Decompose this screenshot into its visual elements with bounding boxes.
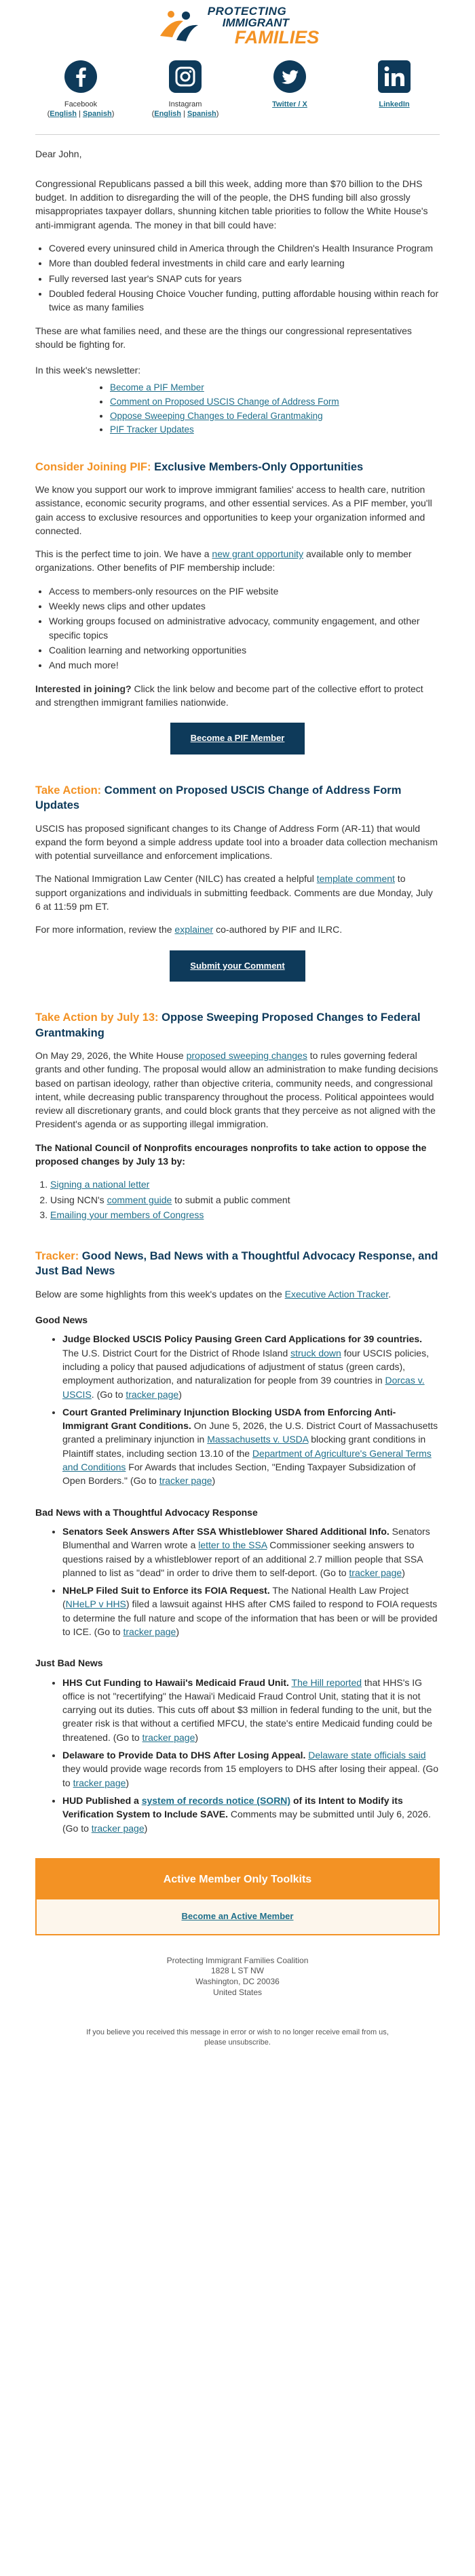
list-item <box>62 1794 440 1835</box>
mixed-news-list <box>35 1525 440 1638</box>
list-item: • Covered every uninsured child in America through the Children's Health Insurance Program <box>49 241 440 255</box>
bad-news-title: Just Bad News <box>35 1657 103 1669</box>
item-text: Comments may be submitted until July 6, 2026. (Go to <box>62 1809 431 1834</box>
footer-address <box>0 1956 475 1998</box>
item-text: ) <box>178 1388 182 1400</box>
tracker-intro: Below are some highlights from this week's updates on the Executive Action Tracker. <box>35 1288 392 1300</box>
list-item <box>110 423 440 437</box>
item-headline: Senators Seek Answers After SSA Whistleblower Shared Additional Info. <box>62 1525 390 1537</box>
facebook-icon[interactable] <box>64 60 97 93</box>
become-active-member-link[interactable]: Become an Active Member <box>181 1911 294 1922</box>
item-headline: Court Granted Preliminary Injunction Blocking USDA from Enforcing Anti-Immigrant Grant Conditions. <box>62 1406 396 1432</box>
proposed-changes-link[interactable]: proposed sweeping changes <box>186 1049 307 1061</box>
tracker-page-link[interactable]: tracker page <box>123 1626 176 1637</box>
item-headline: Judge Blocked USCIS Policy Pausing Green Card Applications for 39 countries. <box>62 1333 423 1345</box>
inline-link[interactable]: Delaware state officials said <box>308 1750 426 1761</box>
item-headline-rest: of its Intent to Modify its Verification System to Include SAVE. <box>62 1794 403 1820</box>
join-paragraph-2: This is the perfect time to join. We have a new grant opportunity available only to member organizations. Other benefits of PIF membership include: <box>35 548 412 573</box>
tracker-page-link[interactable]: tracker page <box>73 1777 126 1788</box>
join-interest: Interested in joining? Click the link below and become part of the collective effort to protect and strengthen immigrant families nationwide. <box>35 683 423 708</box>
social-label-instagram: Instagram <box>168 100 202 108</box>
mixed-news-title: Bad News with a Thoughtful Advocacy Response <box>35 1506 258 1518</box>
twitter-link[interactable]: Twitter / X <box>272 100 307 108</box>
item-text: blocking grant conditions in Plaintiff states, including section 13.10 of the <box>62 1434 426 1459</box>
newsletter-intro: In this week's newsletter: <box>35 365 141 376</box>
tracker-page-link[interactable]: tracker page <box>349 1567 402 1578</box>
become-member-button[interactable]: Become a PIF Member <box>170 723 305 754</box>
national-letter-link[interactable]: Signing a national letter <box>50 1179 150 1190</box>
item-text: . (Go to <box>91 1388 126 1400</box>
tracker-page-link[interactable]: tracker page <box>126 1388 179 1400</box>
grant-paragraph: On May 29, 2026, the White House proposed sweeping changes to rules governing federal grants and other funding. The proposal would allow an administration to make funding decisions based on partisan ideology, rather than objective criteria, community needs, and congressional intent, while decreasing public transparency throughout the process. Political appointees would review all discretionary grants, and could block grants that they perceive as not aligned with the President's agenda or as supporting illegal immigration. <box>35 1049 438 1130</box>
inline-link[interactable]: NHeLP v HHS <box>65 1598 126 1610</box>
greeting: Dear John, <box>35 148 82 159</box>
uscis-paragraph: USCIS has proposed significant changes to its Change of Address Form (AR-11) that would expand the form beyond a simple address update tool into a broader data collection mechanism with potential surveillance and enforcement implications. <box>35 822 438 862</box>
item-text: ) <box>144 1822 148 1834</box>
inline-link[interactable]: The Hill reported <box>291 1676 362 1688</box>
list-item <box>62 1748 440 1790</box>
list-item <box>62 1676 440 1744</box>
tracker-heading: Tracker: Good News, Bad News with a Thoughtful Advocacy Response, and Just Bad News <box>35 1250 438 1278</box>
inline-link[interactable]: Massachusetts v. USDA <box>207 1434 309 1445</box>
inline-link[interactable]: letter to the SSA <box>198 1539 267 1551</box>
list-item: • Access to members-only resources on the PIF website <box>49 584 440 598</box>
item-headline-link[interactable]: system of records notice (SORN) <box>141 1794 291 1806</box>
intro-bullets <box>35 241 440 314</box>
list-item: 2. Using NCN's comment guide to submit a public comment <box>50 1193 440 1207</box>
unsubscribe-notice[interactable]: If you believe you received this message in error or wish to no longer receive email from us, please unsubscribe. <box>86 2028 389 2047</box>
uscis-section <box>35 783 440 982</box>
list-item <box>110 409 440 423</box>
grant-heading: Take Action by July 13: Oppose Sweeping Proposed Changes to Federal Grantmaking <box>35 1011 421 1039</box>
footer-country: United States <box>212 1987 263 1997</box>
item-headline: HHS Cut Funding to Hawaii's Medicaid Fraud Unit. <box>62 1676 289 1688</box>
item-text: ) <box>126 1777 130 1788</box>
header-divider <box>35 134 440 135</box>
item-text: they would provide wage records from 15 employers to DHS after losing their appeal. (Go to <box>62 1763 439 1788</box>
uscis-paragraph-3: For more information, review the explainer co-authored by PIF and ILRC. <box>35 924 343 935</box>
instagram-spanish-link[interactable]: Spanish <box>187 110 216 119</box>
list-item: • Coalition learning and networking opportunities <box>49 643 440 657</box>
uscis-heading: Take Action: Comment on Proposed USCIS Change of Address Form Updates <box>35 784 402 812</box>
join-heading: Consider Joining PIF: Exclusive Members-Only Opportunities <box>35 460 364 473</box>
tracker-section <box>35 1249 440 1835</box>
bad-news-list <box>35 1676 440 1835</box>
contents-link-uscis[interactable]: Comment on Proposed USCIS Change of Address Form <box>110 397 339 407</box>
linkedin-link[interactable]: LinkedIn <box>379 100 410 108</box>
footer-city: Washington, DC 20036 <box>195 1977 280 1987</box>
join-paragraph: We know you support our work to improve immigrant families' access to health care, nutrition assistance, economic security programs, and other essential services. As a PIF member, you'll gain access to exclusive resources and opportunities to keep your organization informed and connected. <box>35 483 432 536</box>
item-headline: HUD Published a <box>62 1794 142 1806</box>
footer-org: Protecting Immigrant Families Coalition <box>166 1955 309 1965</box>
list-item: • Weekly news clips and other updates <box>49 599 440 613</box>
logo-word-protecting: PROTECTING <box>207 5 287 18</box>
item-text: For Awards that includes Section, "Ending Taxpayer Subsidization of Open Borders." (Go to <box>62 1462 416 1487</box>
list-item <box>62 1584 440 1638</box>
inline-link[interactable]: Department of Agriculture's General Terms and Conditions <box>62 1447 432 1473</box>
instagram-icon[interactable] <box>169 60 202 93</box>
item-text: Senators Blumenthal and Warren wrote a <box>62 1525 430 1551</box>
item-text: On June 5, 2026, the U.S. District Court of Massachusetts granted a preliminary injunction in <box>62 1420 438 1445</box>
logo-word-immigrant: IMMIGRANT <box>222 16 289 29</box>
item-text: ) <box>212 1475 216 1487</box>
logo-word-families: FAMILIES <box>234 27 320 47</box>
linkedin-icon[interactable] <box>378 60 411 93</box>
good-news-list <box>35 1332 440 1487</box>
intro-paragraph-2: These are what families need, and these are the things our congressional representatives should be fighting for. <box>35 325 412 350</box>
comment-guide-link[interactable]: comment guide <box>107 1194 172 1205</box>
facebook-spanish-link[interactable]: Spanish <box>82 110 112 119</box>
inline-link[interactable]: struck down <box>290 1347 341 1359</box>
list-item <box>110 395 440 409</box>
list-item <box>62 1525 440 1579</box>
item-headline: NHeLP Filed Suit to Enforce its FOIA Request. <box>62 1585 270 1596</box>
list-item: • Fully reversed last year's SNAP cuts for years <box>49 272 440 285</box>
join-section <box>35 460 440 754</box>
grant-callout: The National Council of Nonprofits encourages nonprofits to take action to oppose the proposed changes by July 13 by: <box>35 1142 427 1167</box>
tracker-page-link[interactable]: tracker page <box>142 1731 195 1743</box>
list-item: • Working groups focused on administrative advocacy, community engagement, and other specific topics <box>49 614 440 642</box>
contents-link-tracker[interactable]: PIF Tracker Updates <box>110 424 194 435</box>
family-logo-icon <box>156 6 202 47</box>
item-text: ) filed a lawsuit against HHS after CMS failed to respond to FOIA requests to determine the full nature and scope of the information that has been or will be provided to ICE. (Go to <box>62 1598 438 1637</box>
grant-section <box>35 1010 440 1222</box>
good-news-title: Good News <box>35 1314 88 1326</box>
grant-opportunity-link[interactable]: new grant opportunity <box>212 548 304 560</box>
social-linkedin <box>357 60 432 119</box>
item-text: ) <box>195 1731 199 1743</box>
join-benefits <box>35 584 440 672</box>
social-instagram: Instagram (English | Spanish) <box>148 60 223 119</box>
item-text: The U.S. District Court for the District of Rhode Island <box>62 1347 291 1359</box>
social-label-facebook: Facebook <box>64 100 98 108</box>
social-twitter <box>252 60 327 119</box>
explainer-link[interactable]: explainer <box>174 924 214 935</box>
social-links <box>0 49 475 125</box>
list-item <box>62 1405 440 1488</box>
list-item: • More than doubled federal investments in child care and early learning <box>49 256 440 270</box>
item-text: ) <box>176 1626 179 1637</box>
list-item: • Doubled federal Housing Choice Voucher funding, putting affordable housing within reach for twice as many families <box>49 287 440 315</box>
item-text: four USCIS policies, including a policy that paused adjudications of adjustment of status (green cards), employment authorization, and naturalization for people from 39 countries in <box>62 1347 429 1386</box>
toolkit-title: Active Member Only Toolkits <box>37 1859 438 1899</box>
twitter-icon[interactable] <box>273 60 306 93</box>
executive-action-tracker-link[interactable]: Executive Action Tracker <box>284 1288 389 1300</box>
item-text: Commissioner seeking answers to questions raised by a whistleblower report of an additional 2.7 million people that SSA planned to list as "dead" in order to drive them to self-deport. (Go to <box>62 1539 423 1578</box>
contents-link-grantmaking[interactable]: Oppose Sweeping Changes to Federal Grantmaking <box>110 410 323 421</box>
facebook-english-link[interactable]: English <box>50 110 77 119</box>
uscis-paragraph-2: The National Immigration Law Center (NILC) has created a helpful template comment to support organizations and individuals in submitting feedback. Comments are due Monday, July 6 at 11:59 pm ET. <box>35 873 433 912</box>
newsletter-contents <box>35 381 440 436</box>
item-headline: Delaware to Provide Data to DHS After Losing Appeal. <box>62 1750 306 1761</box>
item-text: The National Health Law Project ( <box>62 1585 409 1610</box>
header-logo <box>0 0 475 49</box>
item-text: ) <box>402 1567 405 1578</box>
template-comment-link[interactable]: template comment <box>316 873 395 885</box>
instagram-english-link[interactable]: English <box>154 110 181 119</box>
grant-steps <box>35 1178 440 1222</box>
social-facebook: Facebook (English | Spanish) <box>43 60 118 119</box>
contents-link-member[interactable]: Become a PIF Member <box>110 382 204 393</box>
email-congress-link[interactable]: Emailing your members of Congress <box>50 1209 204 1220</box>
tracker-page-link[interactable]: tracker page <box>159 1475 212 1487</box>
inline-link[interactable]: Dorcas v. USCIS <box>62 1375 425 1400</box>
tracker-page-link[interactable]: tracker page <box>91 1822 145 1834</box>
list-item <box>110 381 440 395</box>
list-item: • And much more! <box>49 658 440 672</box>
toolkit-box <box>35 1858 440 1935</box>
submit-comment-button[interactable]: Submit your Comment <box>170 950 305 982</box>
intro-paragraph: Congressional Republicans passed a bill this week, adding more than $70 billion to the DHS budget. In addition to disregarding the will of the people, the DHS funding bill also grossly misappropriates taxpayer dollars, shunning kitchen table priorities to follow the White House's anti-immigrant agenda. The money in that bill could have: <box>35 178 428 230</box>
footer-street: 1828 L ST NW <box>210 1966 265 1976</box>
list-item <box>50 1178 440 1191</box>
item-text: that HHS's IG office is not "recertifying" the Hawai'i Medicaid Fraud Control Unit, stating that it is not carrying out its duties. This cuts off about $3 million in federal funding to the unit, but the greater risk is that without a certified MFCU, the state's entire Medicaid funding could be threatened. (Go to <box>62 1676 433 1743</box>
list-item <box>50 1208 440 1222</box>
list-item <box>62 1332 440 1401</box>
